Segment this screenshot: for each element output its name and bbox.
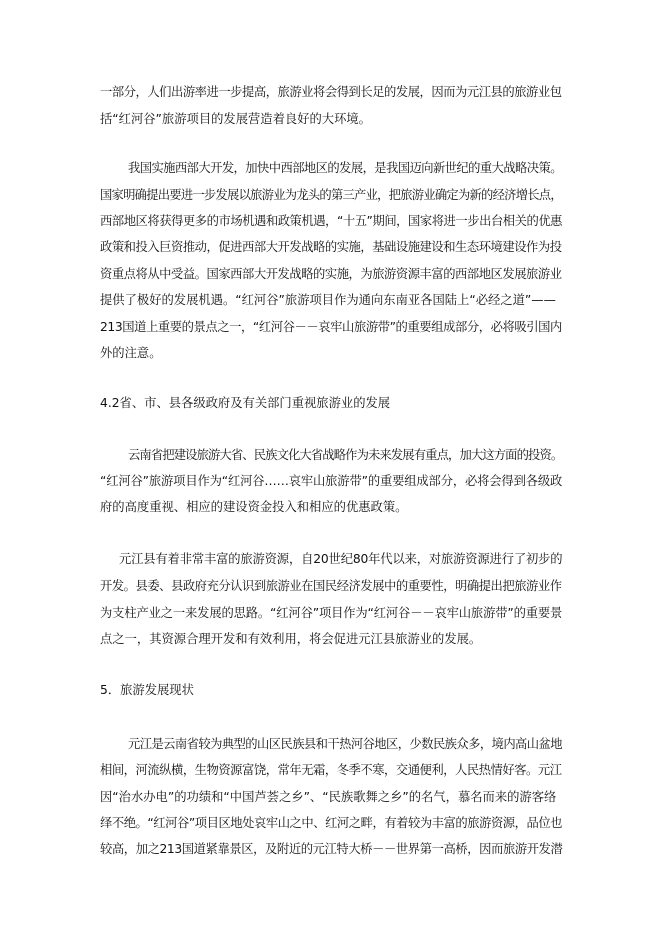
text-line: 提供了极好的发展机遇。“红河谷”旅游项目作为通向东南亚各国陆上“必经之道”—— <box>100 293 556 307</box>
text-line: 括“红河谷”旅游项目的发展营造着良好的大环境。 <box>100 112 371 126</box>
text-line: 府的高度重视、相应的建设资金投入和相应的优惠政策。 <box>100 500 408 514</box>
text-line: 因“治水办电”的功绩和“中国芦荟之乡”、“民族歌舞之乡”的名气，慕名而来的游客络 <box>100 790 557 804</box>
text-line: 西部地区将获得更多的市场机遇和政策机遇，“十五”期间，国家将进一步出台相关的优惠 <box>100 214 563 228</box>
text-line: 我国实施西部大开发，加快中西部地区的发展，是我国迈向新世纪的重大战略决策。 <box>128 161 562 175</box>
text-line: “红河谷”旅游项目作为“红河谷……哀牢山旅游带”的重要组成部分，必将会得到各级政 <box>100 474 563 488</box>
text-line: 元江是云南省较为典型的山区民族县和干热河谷地区，少数民族众多，境内高山盆地 <box>128 737 562 751</box>
text-line: 政策和投入巨资推动，促进西部大开发战略的实施，基础设施建设和生态环境建设作为投 <box>100 240 562 254</box>
text-line: 元江县有着非常丰富的旅游资源，自20世纪80年代以来，对旅游资源进行了初步的 <box>119 552 563 566</box>
section-heading: 4.2省、市、县各级政府及有关部门重视旅游业的发展 <box>100 396 391 410</box>
text-line: 开发。县委、县政府充分认识到旅游业在国民经济发展中的重要性，明确提出把旅游业作 <box>100 579 562 593</box>
text-line: 外的注意。 <box>100 346 162 360</box>
text-line: 为支柱产业之一来发展的思路。“红河谷”项目作为“红河谷－－哀牢山旅游带”的重要景 <box>100 606 563 620</box>
text-line: 云南省把建设旅游大省、民族文化大省战略作为未来发展有重点，加大这方面的投资。 <box>128 448 563 462</box>
text-line: 一部分，人们出游率进一步提高，旅游业将会得到长足的发展，因而为元江县的旅游业包 <box>100 85 562 99</box>
text-line: 较高，加之213国道紧靠景区，及附近的元江特大桥－－世界第一高桥，因而旅游开发潜 <box>100 842 563 856</box>
text-line: 213国道上重要的景点之一，“红河谷－－哀牢山旅游带”的重要组成部分，必将吸引国内 <box>100 320 562 334</box>
text-line: 国家明确提出要进一步发展以旅游业为龙头的第三产业，把旅游业确定为新的经济增长点， <box>100 188 562 202</box>
section-heading: 5．旅游发展现状 <box>100 683 194 697</box>
text-line: 点之一，其资源合理开发和有效利用，将会促进元江县旅游业的发展。 <box>100 632 482 646</box>
text-line: 资重点将从中受益。国家西部大开发战略的实施，为旅游资源丰富的西部地区发展旅游业 <box>100 267 562 281</box>
text-line: 绎不绝。“红河谷”项目区地处哀牢山之中、红河之畔，有着较为丰富的旅游资源，品位也 <box>100 816 563 830</box>
text-line: 相间，河流纵横，生物资源富饶，常年无霜，冬季不寒，交通便利，人民热情好客。元江 <box>100 763 562 777</box>
